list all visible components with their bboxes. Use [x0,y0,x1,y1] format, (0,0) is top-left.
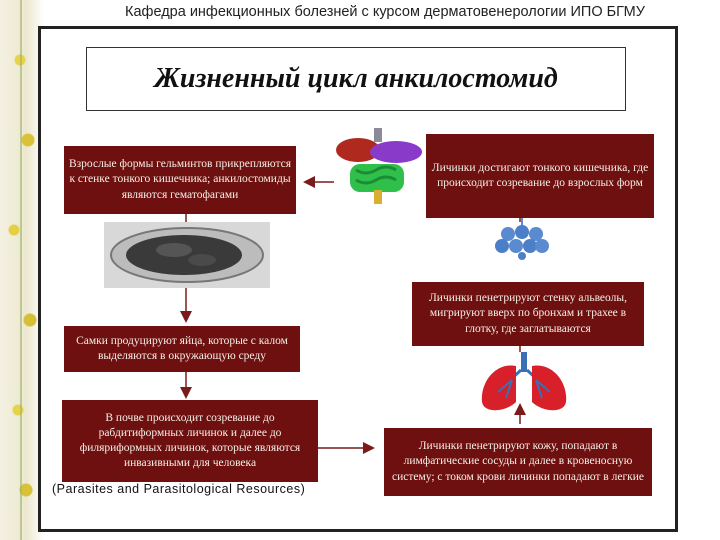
box-females-eggs: Самки продуцируют яйца, которые с калом выделяются в окружающую среду [64,326,300,372]
lungs-icon [476,352,572,416]
box-larvae-alveoli: Личинки пенетрируют стенку альвеолы, мигрируют вверх по бронхам и трахее в глотку, где заглатываются [412,282,644,346]
digestive-organs-icon [330,128,428,206]
box-adult-forms: Взрослые формы гельминтов прикрепляются к стенке тонкого кишечника; анкилостомиды являются гематофагами [64,146,296,214]
source-credit: (Parasites and Parasitological Resources) [52,482,306,496]
page-header: Кафедра инфекционных болезней с курсом дерматовенерологии ИПО БГМУ [125,4,645,20]
alveoli-cluster-icon [494,216,550,260]
box-soil-maturation: В почве происходит созревание до рабдитиформных личинок и далее до филяриформных личинок, которые являются инвазивными для человека [62,400,318,482]
box-larvae-skin: Личинки пенетрируют кожу, попадают в лимфатические сосуды и далее в кровеносную систему; с током крови личинки попадают в легкие [384,428,652,496]
slide-title: Жизненный цикл анкилостомид [86,47,626,111]
box-larvae-reach-intestine: Личинки достигают тонкого кишечника, где происходит созревание до взрослых форм [426,134,654,218]
hookworm-egg-icon [104,222,270,288]
